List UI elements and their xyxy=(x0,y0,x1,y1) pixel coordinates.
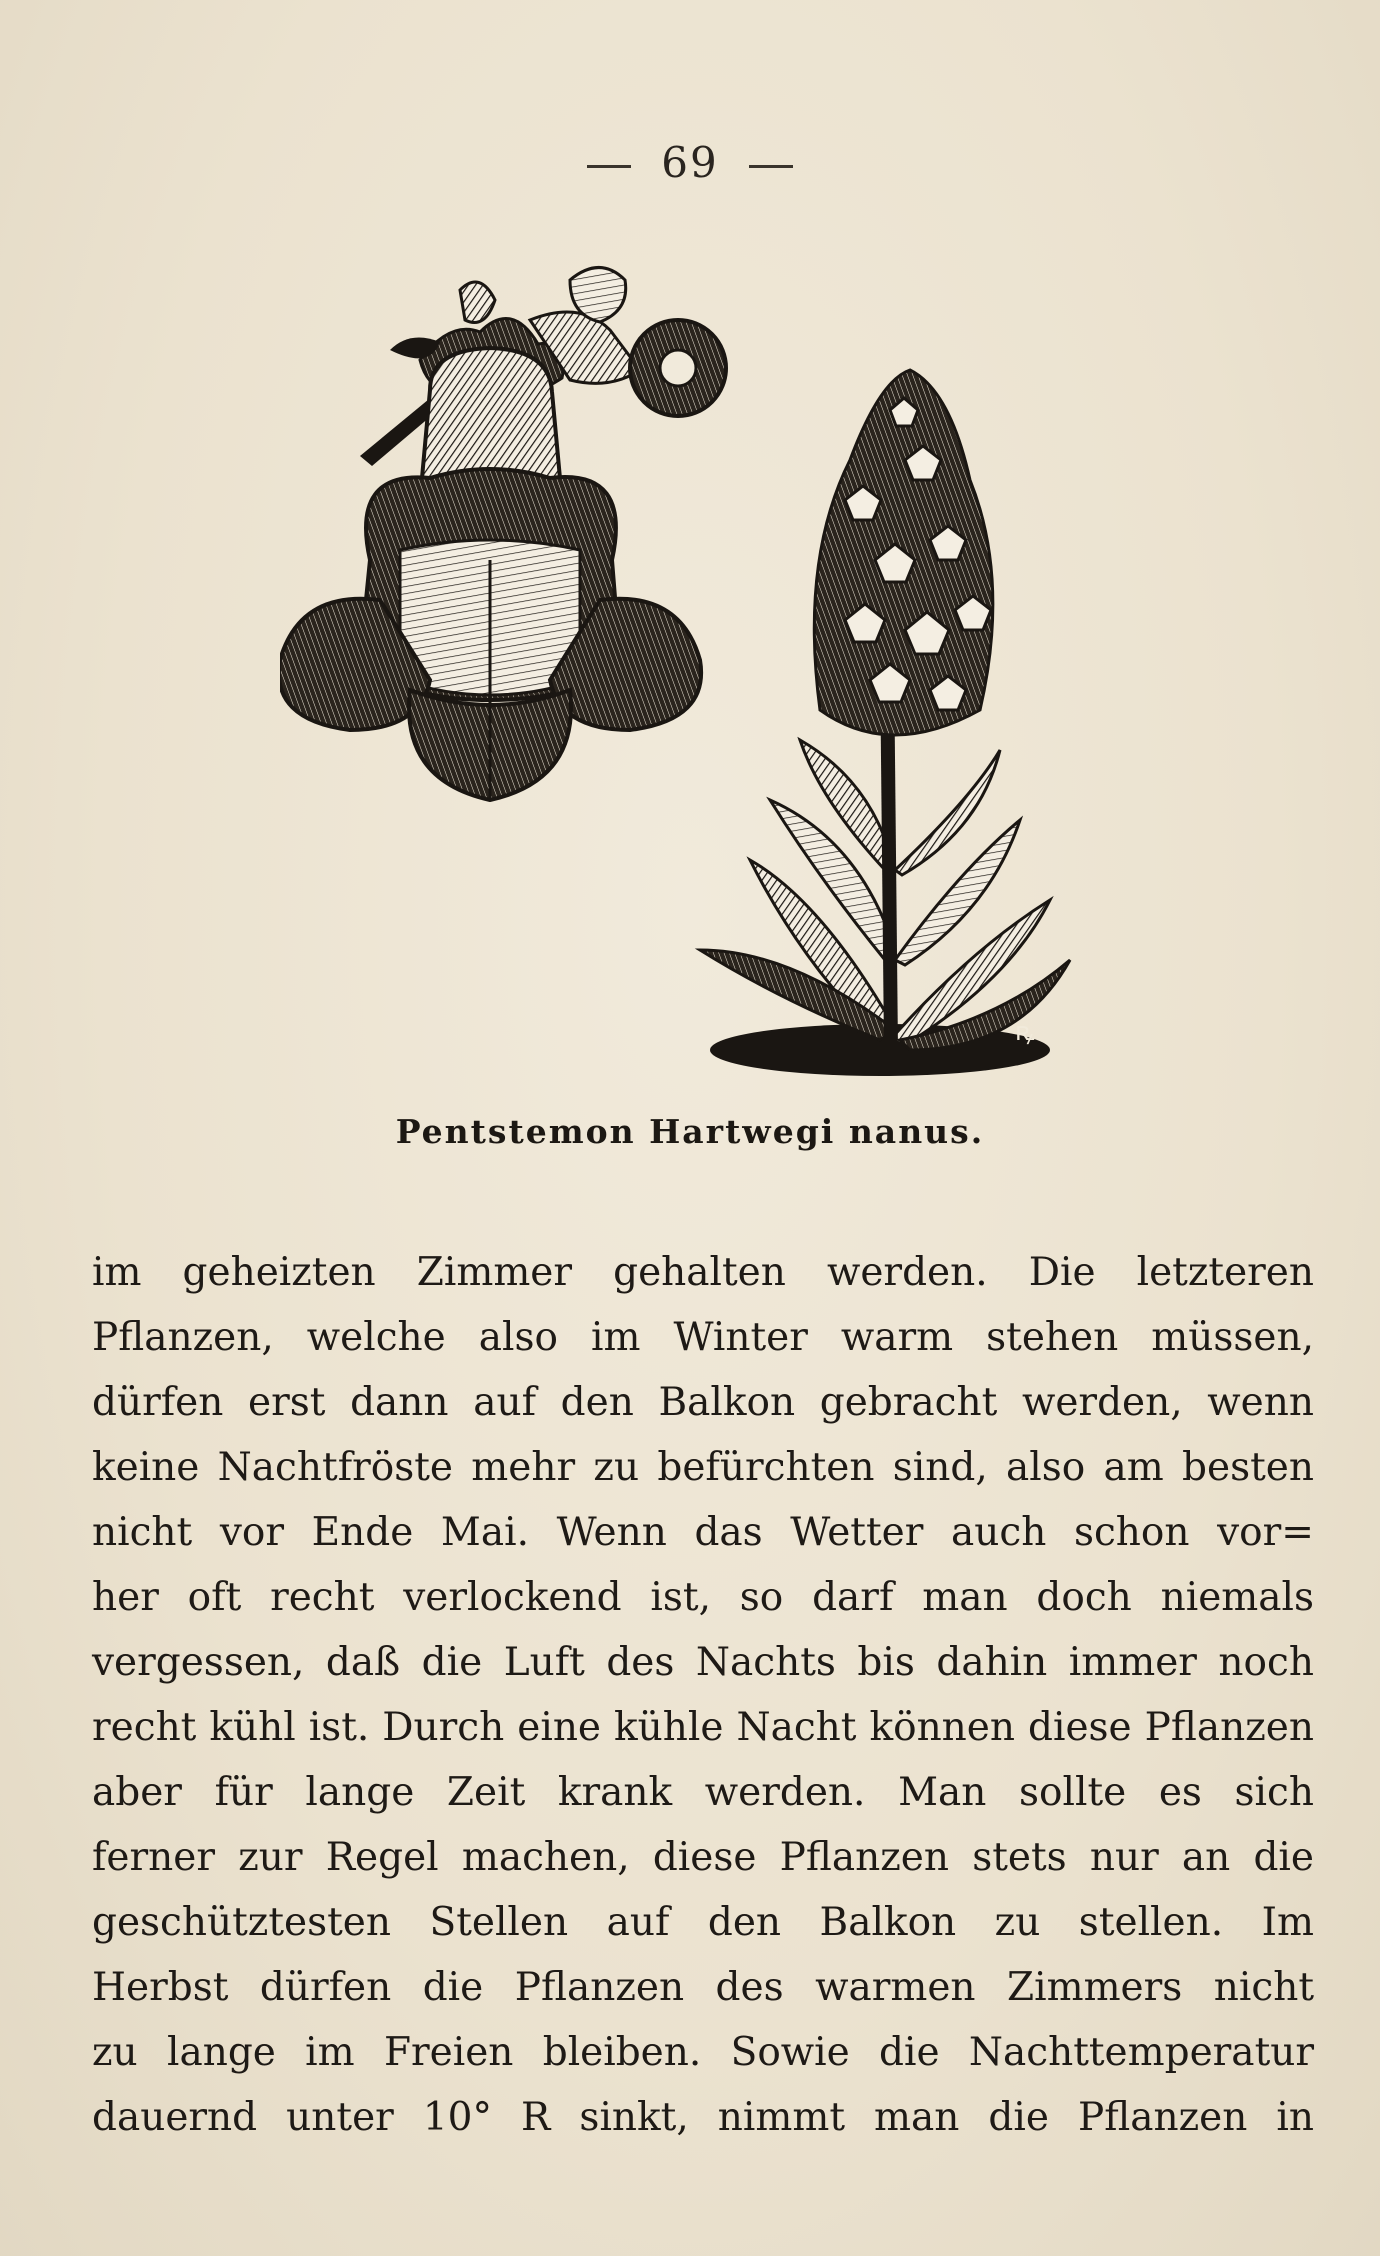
flower-closeup xyxy=(280,268,726,801)
text-line: nicht vor Ende Mai. Wenn das Wetter auch schon vor= xyxy=(92,1510,1314,1555)
whole-plant xyxy=(700,370,1070,1076)
text-line: im geheizten Zimmer gehalten werden. Die letzteren xyxy=(92,1250,1314,1295)
body-text xyxy=(92,1240,1314,2150)
text-line: dauernd unter 10° R sinkt, nimmt man die Pflanzen in xyxy=(92,2095,1314,2140)
artist-monogram-icon: ꝶ xyxy=(1015,1017,1035,1047)
figure-caption: Pentstemon Hartwegi nanus. xyxy=(395,1112,985,1151)
text-line: Pflanzen, welche also im Winter warm stehen müssen, xyxy=(92,1315,1314,1360)
text-line: keine Nachtfröste mehr zu befürchten sind, also am besten xyxy=(92,1445,1314,1490)
text-line: vergessen, daß die Luft des Nachts bis dahin immer noch xyxy=(92,1640,1314,1685)
pentstemon-illustration xyxy=(280,260,1120,1100)
text-line: dürfen erst dann auf den Balkon gebracht werden, wenn xyxy=(92,1380,1314,1425)
page-number: 69 xyxy=(661,138,719,187)
text-line: geschütztesten Stellen auf den Balkon zu stellen. Im xyxy=(92,1900,1314,1945)
text-line: zu lange im Freien bleiben. Sowie die Nachttemperatur xyxy=(92,2030,1314,2075)
text-line: aber für lange Zeit krank werden. Man sollte es sich xyxy=(92,1770,1314,1815)
page-number-dash-right xyxy=(749,165,793,168)
page-number-header xyxy=(0,138,1380,187)
text-line: recht kühl ist. Durch eine kühle Nacht können diese Pflanzen xyxy=(92,1705,1314,1750)
text-line: Herbst dürfen die Pflanzen des warmen Zimmers nicht xyxy=(92,1965,1314,2010)
text-line: her oft recht verlockend ist, so darf man doch niemals xyxy=(92,1575,1314,1620)
text-line: ferner zur Regel machen, diese Pflanzen stets nur an die xyxy=(92,1835,1314,1880)
page-number-dash-left xyxy=(587,165,631,168)
sepal-top xyxy=(460,282,495,323)
